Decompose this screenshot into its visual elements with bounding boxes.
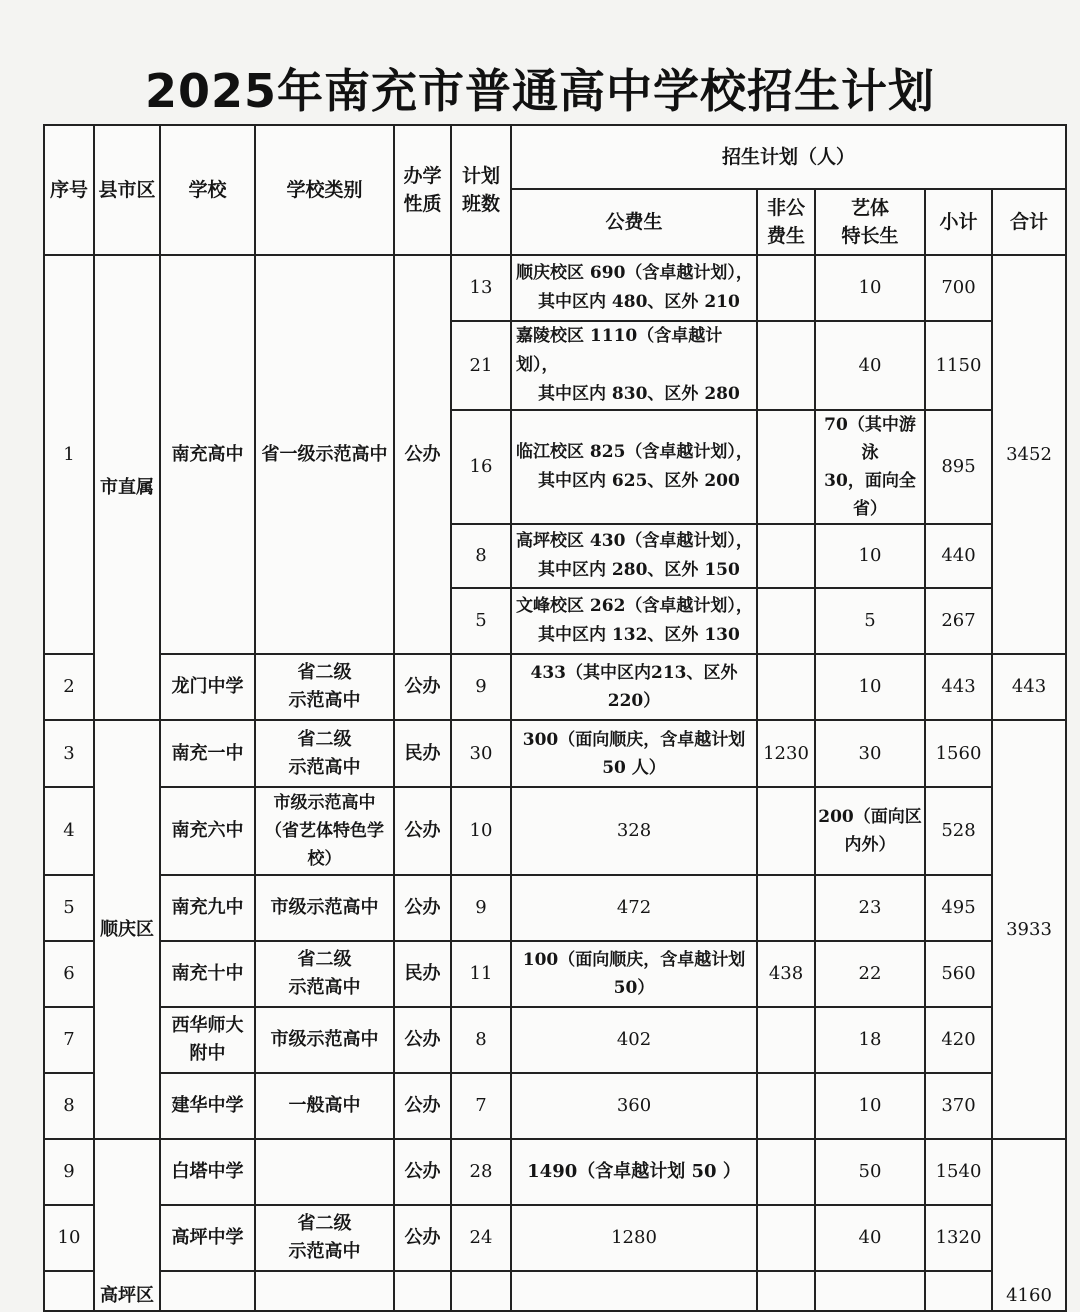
classes-cell: 24 xyxy=(451,1205,511,1271)
campus-line: 其中区内 625、区外 200 xyxy=(538,471,740,491)
type-line: 市级示范高中 xyxy=(273,793,376,813)
campus-line: 文峰校区 262（含卓越计划）， xyxy=(516,596,753,616)
type-line: （省艺体特色学 xyxy=(265,821,384,841)
header-public: 公费生 xyxy=(511,189,757,255)
public-line: 50） xyxy=(613,978,655,998)
art-cell: 40 xyxy=(815,321,925,410)
nonpublic-cell xyxy=(757,410,815,524)
total-cell: 3933 xyxy=(992,720,1066,1139)
school-cell: 南充高中 xyxy=(160,255,255,654)
classes-cell: 13 xyxy=(451,255,511,321)
public-cell xyxy=(511,1271,757,1311)
campus-line: 其中区内 280、区外 150 xyxy=(538,560,740,580)
public-cell: 328 xyxy=(511,787,757,875)
subtotal-cell: 370 xyxy=(925,1073,992,1139)
art-line: 内外） xyxy=(844,835,896,855)
seq-cell: 6 xyxy=(44,941,94,1007)
type-line: 省二级 xyxy=(297,728,352,750)
subtotal-cell: 1150 xyxy=(925,321,992,410)
school-type-cell xyxy=(255,654,394,720)
nonpublic-cell xyxy=(757,321,815,410)
school-type-cell: 一般高中 xyxy=(255,1073,394,1139)
type-line: 示范高中 xyxy=(288,977,361,998)
seq-cell: 9 xyxy=(44,1139,94,1205)
type-line: 示范高中 xyxy=(288,756,361,778)
campus-line: 其中区内 830、区外 280 xyxy=(538,384,740,404)
public-cell xyxy=(511,524,757,588)
subtotal-cell: 560 xyxy=(925,941,992,1007)
art-cell: 10 xyxy=(815,654,925,720)
nature-cell: 公办 xyxy=(394,875,451,941)
type-line: 校） xyxy=(307,849,342,869)
art-cell: 10 xyxy=(815,1073,925,1139)
art-cell xyxy=(815,1271,925,1311)
campus-line: 其中区内 132、区外 130 xyxy=(538,625,740,645)
public-cell: 1280 xyxy=(511,1205,757,1271)
school-type-cell: 市级示范高中 xyxy=(255,1007,394,1073)
table-row xyxy=(44,255,1066,321)
table-row xyxy=(44,1007,1066,1073)
school-cell: 南充六中 xyxy=(160,787,255,875)
header-classes-l1: 计划 xyxy=(461,165,500,187)
school-type-cell: 市级示范高中 xyxy=(255,875,394,941)
school-cell: 建华中学 xyxy=(160,1073,255,1139)
nature-cell: 民办 xyxy=(394,720,451,787)
classes-cell: 10 xyxy=(451,787,511,875)
subtotal-cell: 440 xyxy=(925,524,992,588)
nature-cell: 民办 xyxy=(394,941,451,1007)
header-plan-group: 招生计划（人） xyxy=(511,125,1066,189)
nonpublic-cell xyxy=(757,787,815,875)
header-district: 县市区 xyxy=(94,125,160,255)
header-classes-l2: 班数 xyxy=(461,193,500,215)
art-cell: 40 xyxy=(815,1205,925,1271)
header-art xyxy=(815,189,925,255)
art-cell xyxy=(815,787,925,875)
nonpublic-cell xyxy=(757,1205,815,1271)
type-line: 省二级 xyxy=(297,1213,352,1234)
seq-cell: 3 xyxy=(44,720,94,787)
campus-line: 嘉陵校区 1110（含卓越计划）， xyxy=(516,326,723,375)
header-nature-l1: 办学 xyxy=(403,165,442,187)
table-row xyxy=(44,875,1066,941)
art-cell: 50 xyxy=(815,1139,925,1205)
header-total: 合计 xyxy=(992,189,1066,255)
public-cell xyxy=(511,255,757,321)
seq-cell: 5 xyxy=(44,875,94,941)
public-cell xyxy=(511,410,757,524)
public-cell xyxy=(511,588,757,654)
art-cell xyxy=(815,410,925,524)
nature-cell: 公办 xyxy=(394,1139,451,1205)
classes-cell: 11 xyxy=(451,941,511,1007)
art-line: 省） xyxy=(853,499,887,519)
type-line: 省二级 xyxy=(297,949,352,970)
art-cell: 18 xyxy=(815,1007,925,1073)
public-line: 50 人） xyxy=(602,757,666,778)
nonpublic-cell xyxy=(757,588,815,654)
school-cell: 南充十中 xyxy=(160,941,255,1007)
public-cell: 1490（含卓越计划 50 ） xyxy=(511,1139,757,1205)
subtotal-cell: 1560 xyxy=(925,720,992,787)
district-cell: 市直属 xyxy=(94,255,160,720)
seq-cell: 10 xyxy=(44,1205,94,1271)
art-cell: 22 xyxy=(815,941,925,1007)
school-type-cell xyxy=(255,941,394,1007)
header-nature-l2: 性质 xyxy=(403,193,442,215)
classes-cell: 28 xyxy=(451,1139,511,1205)
subtotal-cell: 700 xyxy=(925,255,992,321)
header-nonpublic-l1: 非公 xyxy=(766,197,805,219)
subtotal-cell: 895 xyxy=(925,410,992,524)
table-row xyxy=(44,787,1066,875)
seq-cell: 8 xyxy=(44,1073,94,1139)
art-cell: 10 xyxy=(815,524,925,588)
art-cell: 30 xyxy=(815,720,925,787)
public-line: 100（面向顺庆，含卓越计划 xyxy=(522,950,746,970)
table-row xyxy=(44,1139,1066,1205)
school-line: 西华师大 xyxy=(171,1015,244,1036)
art-cell: 23 xyxy=(815,875,925,941)
seq-cell: 2 xyxy=(44,654,94,720)
total-cell: 4160 xyxy=(992,1139,1066,1311)
art-line: 30，面向全 xyxy=(824,471,916,491)
school-cell xyxy=(160,1007,255,1073)
nature-cell: 公办 xyxy=(394,1007,451,1073)
classes-cell: 9 xyxy=(451,654,511,720)
public-cell: 433（其中区内213、区外220） xyxy=(511,654,757,720)
school-cell: 高坪中学 xyxy=(160,1205,255,1271)
school-cell xyxy=(160,1271,255,1311)
subtotal-cell: 528 xyxy=(925,787,992,875)
school-cell: 龙门中学 xyxy=(160,654,255,720)
classes-cell: 8 xyxy=(451,1007,511,1073)
classes-cell: 16 xyxy=(451,410,511,524)
seq-cell: 1 xyxy=(44,255,94,654)
classes-cell: 30 xyxy=(451,720,511,787)
table-row xyxy=(44,1271,1066,1311)
header-classes xyxy=(451,125,511,255)
table-row xyxy=(44,941,1066,1007)
enrollment-table xyxy=(43,124,1067,1312)
nonpublic-cell: 1230 xyxy=(757,720,815,787)
school-type-cell xyxy=(255,1205,394,1271)
classes-cell xyxy=(451,1271,511,1311)
nature-cell: 公办 xyxy=(394,1205,451,1271)
header-nonpublic-l2: 费生 xyxy=(766,225,805,247)
document-title: 2025年南充市普通高中学校招生计划 xyxy=(144,64,936,118)
public-cell: 402 xyxy=(511,1007,757,1073)
school-type-cell xyxy=(255,1271,394,1311)
school-type-cell xyxy=(255,787,394,875)
classes-cell: 8 xyxy=(451,524,511,588)
type-line: 示范高中 xyxy=(288,690,361,711)
campus-line: 顺庆校区 690（含卓越计划）， xyxy=(516,263,753,283)
school-line: 附中 xyxy=(189,1043,226,1064)
enrollment-table-sheet xyxy=(43,124,1067,1312)
school-cell: 南充一中 xyxy=(160,720,255,787)
public-cell: 472 xyxy=(511,875,757,941)
nature-cell: 公办 xyxy=(394,255,451,654)
nature-cell: 公办 xyxy=(394,787,451,875)
subtotal-cell xyxy=(925,1271,992,1311)
classes-cell: 21 xyxy=(451,321,511,410)
header-art-l1: 艺体 xyxy=(850,197,889,219)
art-line: 200（面向区 xyxy=(818,807,922,827)
school-cell: 南充九中 xyxy=(160,875,255,941)
classes-cell: 7 xyxy=(451,1073,511,1139)
table-row xyxy=(44,1205,1066,1271)
district-cell: 高坪区 xyxy=(94,1139,160,1311)
nonpublic-cell xyxy=(757,524,815,588)
nature-cell: 公办 xyxy=(394,1073,451,1139)
public-line: 300（面向顺庆，含卓越计划 xyxy=(522,729,746,750)
subtotal-cell: 443 xyxy=(925,654,992,720)
table-row xyxy=(44,720,1066,787)
header-subtotal: 小计 xyxy=(925,189,992,255)
nature-cell xyxy=(394,1271,451,1311)
seq-cell: 7 xyxy=(44,1007,94,1073)
public-cell xyxy=(511,941,757,1007)
subtotal-cell: 1320 xyxy=(925,1205,992,1271)
campus-line: 临江校区 825（含卓越计划）， xyxy=(516,442,753,462)
nonpublic-cell xyxy=(757,255,815,321)
header-school-type: 学校类别 xyxy=(255,125,394,255)
header-art-l2: 特长生 xyxy=(841,225,899,247)
total-cell: 443 xyxy=(992,654,1066,720)
classes-cell: 9 xyxy=(451,875,511,941)
total-cell: 3452 xyxy=(992,255,1066,654)
art-cell: 10 xyxy=(815,255,925,321)
classes-cell: 5 xyxy=(451,588,511,654)
school-type-cell xyxy=(255,1139,394,1205)
table-row xyxy=(44,1073,1066,1139)
campus-line: 高坪校区 430（含卓越计划）， xyxy=(516,531,753,551)
public-cell xyxy=(511,321,757,410)
subtotal-cell: 1540 xyxy=(925,1139,992,1205)
school-type-cell xyxy=(255,720,394,787)
art-cell: 5 xyxy=(815,588,925,654)
seq-cell xyxy=(44,1271,94,1311)
subtotal-cell: 495 xyxy=(925,875,992,941)
nonpublic-cell: 438 xyxy=(757,941,815,1007)
subtotal-cell: 267 xyxy=(925,588,992,654)
subtotal-cell: 420 xyxy=(925,1007,992,1073)
school-cell: 白塔中学 xyxy=(160,1139,255,1205)
nonpublic-cell xyxy=(757,875,815,941)
nonpublic-cell xyxy=(757,1271,815,1311)
seq-cell: 4 xyxy=(44,787,94,875)
header-seq: 序号 xyxy=(44,125,94,255)
type-line: 省二级 xyxy=(297,662,352,683)
public-cell: 360 xyxy=(511,1073,757,1139)
header-school: 学校 xyxy=(160,125,255,255)
nonpublic-cell xyxy=(757,1073,815,1139)
nonpublic-cell xyxy=(757,654,815,720)
header-nature xyxy=(394,125,451,255)
nature-cell: 公办 xyxy=(394,654,451,720)
nonpublic-cell xyxy=(757,1139,815,1205)
header-nonpublic xyxy=(757,189,815,255)
school-type-cell: 省一级示范高中 xyxy=(255,255,394,654)
public-cell xyxy=(511,720,757,787)
type-line: 示范高中 xyxy=(288,1241,361,1262)
district-cell: 顺庆区 xyxy=(94,720,160,1139)
nonpublic-cell xyxy=(757,1007,815,1073)
art-line: 70（其中游泳 xyxy=(824,415,916,463)
table-row xyxy=(44,654,1066,720)
campus-line: 其中区内 480、区外 210 xyxy=(538,292,740,312)
